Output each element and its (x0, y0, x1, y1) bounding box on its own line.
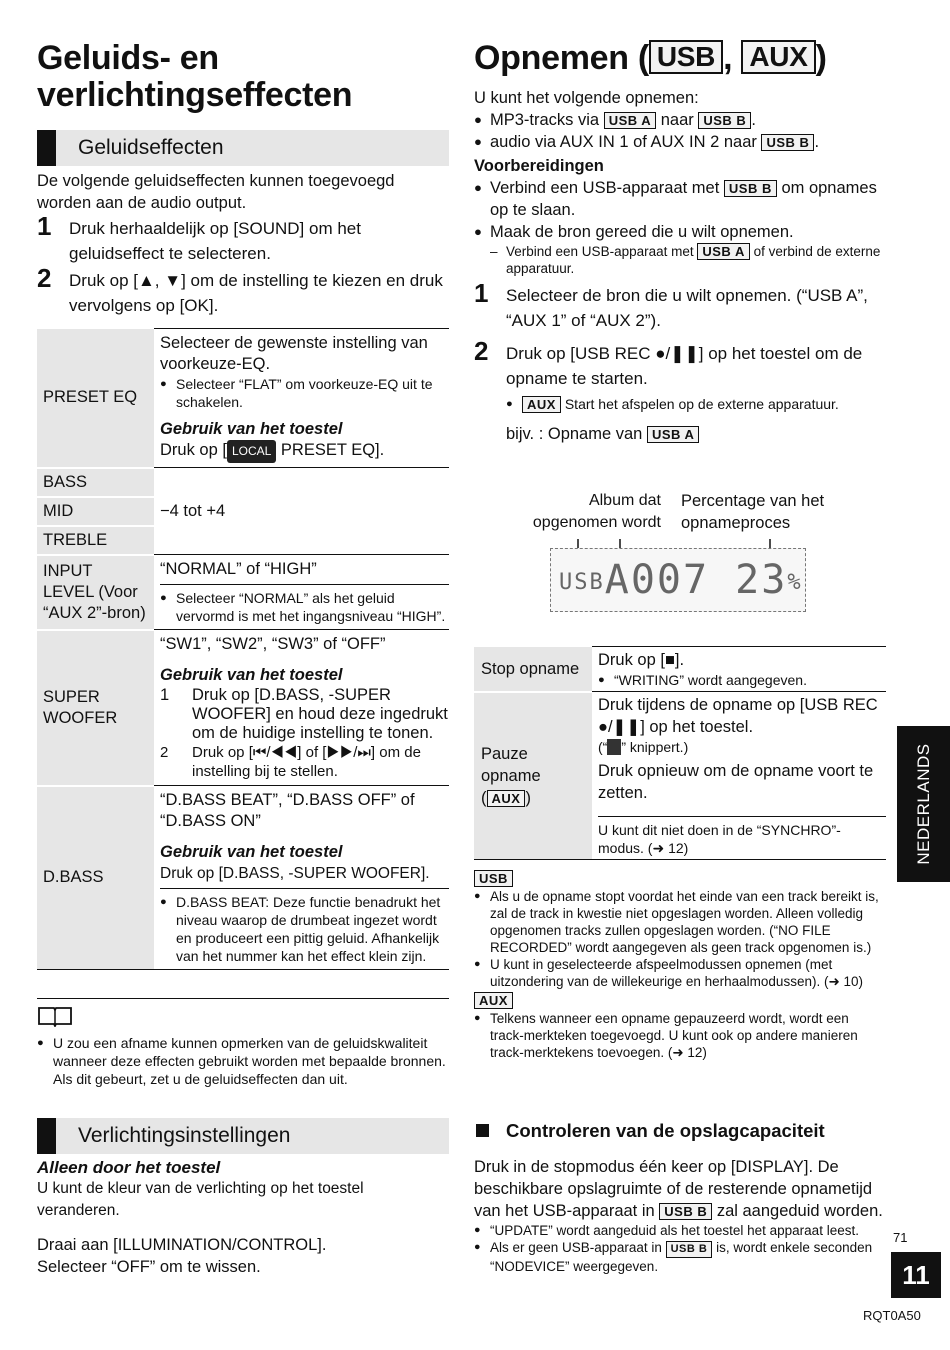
table-row-stop: Stop opname Druk op [■]. ● “WRITING” wordt aangegeven. (474, 647, 886, 692)
language-side-tab: NEDERLANDS (897, 726, 950, 882)
step-2: 2 Druk op [▲, ▼] om de instelling te kiezen en druk vervolgens op [OK]. (37, 263, 443, 315)
page-box: 11 (891, 1252, 941, 1298)
page-title-right: Opnemen ( USB , AUX ) (474, 39, 827, 77)
section-header-sound-effects: Geluidseffecten (37, 130, 449, 166)
table-row-dbass: D.BASS “D.BASS BEAT”, “D.BASS OFF” of “D.BASS ON” Gebruik van het toestel Druk op [D.BASS, -SUPER WOOFER]. ● D.BASS BEAT: Deze functie benadrukt het niveau waarop de drumbeat ingezet wordt en produceert een pittig geluid. Afhankelijk van het nummer kan het effect klein zijn. (37, 786, 449, 970)
rec-step-2: 2 Druk op [USB REC ●/❚❚] op het toestel om de opname te starten. (474, 336, 863, 388)
table-row-treble: TREBLE (37, 526, 449, 555)
recording-control-table (474, 646, 886, 860)
table-row-pause: Pauze opname ( AUX ) Druk tijdens de opname op [USB REC ●/❚❚] op het toestel. (“ ” knippert.) Druk opnieuw om de opname voort te zetten. U kunt dit niet doen in de “SYNCHRO”-modus. (➜ 12) (474, 692, 886, 860)
intro-text: De volgende geluidseffecten kunnen toegevoegd worden aan de audio output. (37, 172, 395, 212)
table-row-bass: BASS −4 tot +4 (37, 468, 449, 497)
table-row-mid: MID (37, 497, 449, 526)
left-column: Geluids- en verlichtingseffecten Geluidseffecten De volgende geluidseffecten kunnen toegevoegd worden aan de audio output. 1 Druk herhaaldelijk op [SOUND] om het geluidseffect te selecteren. 2 Druk op [▲, ▼] om de instelling te kiezen en druk vervolgens op [OK]. PRESET EQ Selecteer de gewenste instelling van voorkeuze-EQ. ● Selecteer “FLAT” om voorkeuze-EQ uit te schakelen. Gebruik van het toestel Druk op [ LOCAL PRESET EQ]. BASS −4 tot +4 MID TREBLE INPUT LEVEL (Voor “AUX 2”-bron) “NORMAL” of “HIGH” ● Selecteer “NORMAL” als het geluid vervormd is met het ingangsniveau “HIGH”. SUPER WOOFER “SW1”, “SW2”, “SW3” of “OFF” Gebruik van het toestel 1 Druk op [D.BASS, -SUPER WOOFER] en houd deze ingedrukt om de huidige instelling te tonen. 2 Druk op [⏮/◀◀] of [▶▶/⏭] om de instelling bij te stellen. D.BASS “D.BASS BEAT”, “D.BASS OFF” of “D.BASS ON” Gebruik van het toestel Druk op [D.BASS, -SUPER WOOFER]. ● D.BASS BEAT: Deze functie benadrukt het niveau waarop de drumbeat ingezet wordt en produceert een pittig geluid. Afhankelijk van het nummer kan het effect klein zijn. ● U zou een afname kunnen opmerken van de geluidskwaliteit wanneer deze effecten gebruikt worden met bepaalde bronnen. Als dit gebeurt, zet u de geluidseffecten dan uit. Verlichtingsinstellingen Alleen door het toestel U kunt de kleur van de verlichting op het toestel veranderen. Draai aan [ILLUMINATION/CONTROL]. Selecteer “OFF” om te wissen. (37, 40, 449, 1278)
rec-blink-icon (607, 739, 621, 755)
table-row-preset-eq: PRESET EQ Selecteer de gewenste instelling van voorkeuze-EQ. ● Selecteer “FLAT” om voorkeuze-EQ uit te schakelen. Gebruik van het toestel Druk op [ LOCAL PRESET EQ]. (37, 329, 449, 468)
note-block: ● U zou een afname kunnen opmerken van de geluidskwaliteit wanneer deze effecten gebruikt worden met bepaalde bronnen. Als dit gebeurt, zet u de geluidseffecten dan uit. (37, 998, 449, 1088)
step-1: 1 Druk herhaaldelijk op [SOUND] om het geluidseffect te selecteren. (37, 211, 361, 263)
lcd-display: USBA007 23% (550, 548, 806, 612)
usb-notes: USB ● Als u de opname stopt voordat het einde van een track bereikt is, zal de track in kwestie niet opgeslagen worden. Alleen volledig opgenomen tracks zullen opgeslagen worden. (“NO FILE RECORDED” wordt aangegeven als geen track opgenomen is.) ● U kunt in geselecteerde afspeelmodussen opnemen (met uitzondering van de willekeurige en herhaalmodussen). (➜ 10) AUX ● Telkens wanneer een opname gepauzeerd wordt, wordt een track-merkteken toegevoegd. U kunt ook op andere manieren track-merktekens toevoegen. (➜ 12) (474, 870, 886, 1061)
capacity-section: Controleren van de opslagcapaciteit Druk in de stopmodus één keer op [DISPLAY]. De beschikbare opslagruimte of de resterende opnametijd van het USB-apparaat in USB B zal aangeduid worden. ● “UPDATE” wordt aangeduid als het toestel het apparaat leest. ● Als er geen USB-apparaat in USB B is, wordt enkele seconden “NODEVICE” weergegeven. (474, 1120, 886, 1275)
label-percentage: Percentage van het opnameproces (681, 492, 825, 532)
section-marker (37, 130, 56, 166)
local-button-icon: LOCAL (227, 440, 276, 463)
sound-effects-table (37, 328, 449, 970)
table-row-input-level: INPUT LEVEL (Voor “AUX 2”-bron) “NORMAL” of “HIGH” ● Selecteer “NORMAL” als het geluid vervormd is met het ingangsniveau “HIGH”. (37, 555, 449, 630)
doc-code: RQT0A50 (863, 1308, 921, 1323)
section-header-lighting: Verlichtingsinstellingen (37, 1118, 449, 1154)
page-title-left: Geluids- en verlichtingseffecten (37, 39, 353, 114)
label-album: Album dat opgenomen wordt (532, 492, 661, 531)
section-marker (37, 1118, 56, 1154)
aux-tag: AUX (741, 40, 815, 74)
book-icon (37, 1005, 73, 1027)
square-bullet-icon (476, 1124, 489, 1137)
rec-step-1: 1 Selecteer de bron die u wilt opnemen. (“USB A”, “AUX 1” of “AUX 2”). (474, 278, 868, 330)
right-column: Opnemen ( USB , AUX ) U kunt het volgende opnemen: ● MP3-tracks via USB A naar USB B . ● audio via AUX IN 1 of AUX IN 2 naar USB B . Voorbereidingen ● Verbind een USB-apparaat met USB B om opnames op te slaan. ● Maak de bron gereed die u wilt opnemen. – Verbind een USB-apparaat met USB A of verbind de externe apparatuur. 1 Selecteer de bron die u wilt opnemen. (“USB A”, “AUX 1” of “AUX 2”). 2 Druk op [USB REC ●/❚❚] op het toestel om de opname te starten. ● AUX Start het afspelen op de externe apparatuur. bijv. : Opname van USB A Album dat opgenomen wordt Percentage van het opnameproces USBA007 23% Stop opname Druk op [■]. ● “WRITING” wordt aangegeven. Pauze opname ( AUX ) Druk tijdens de opname op [USB REC ●/❚❚] op het toestel. (“ ” knippert.) Druk opnieuw om de opname voort te zetten. U kunt dit niet doen in de “SYNCHRO”-modus. (➜ 12) USB ● Als u de opname stopt voordat het einde van een track bereikt is, zal de track in kwestie niet opgeslagen worden. Alleen volledig opgenomen tracks zullen opgeslagen worden. (“NO FILE RECORDED” wordt aangegeven als geen track opgenomen is.) ● U kunt in geselecteerde afspeelmodussen opnemen (met uitzondering van de willekeurige en herhaalmodussen). (➜ 10) AUX ● Telkens wanneer een opname gepauzeerd wordt, wordt een track-merkteken toegevoegd. U kunt ook op andere manieren track-merktekens toevoegen. (➜ 12) Controleren van de opslagcapaciteit Druk in de stopmodus één keer op [DISPLAY]. De beschikbare opslagruimte of de resterende opnametijd van het USB-apparaat in USB B zal aangeduid worden. ● “UPDATE” wordt aangeduid als het toestel het apparaat leest. ● Als er geen USB-apparaat in USB B is, wordt enkele seconden “NODEVICE” weergegeven. (474, 40, 886, 445)
page-number: 71 (893, 1230, 908, 1245)
usb-tag: USB (649, 40, 723, 74)
table-row-super-woofer: SUPER WOOFER “SW1”, “SW2”, “SW3” of “OFF” Gebruik van het toestel 1 Druk op [D.BASS, -SUPER WOOFER] en houd deze ingedrukt om de huidige instelling te tonen. 2 Druk op [⏮/◀◀] of [▶▶/⏭] om de instelling bij te stellen. (37, 630, 449, 786)
